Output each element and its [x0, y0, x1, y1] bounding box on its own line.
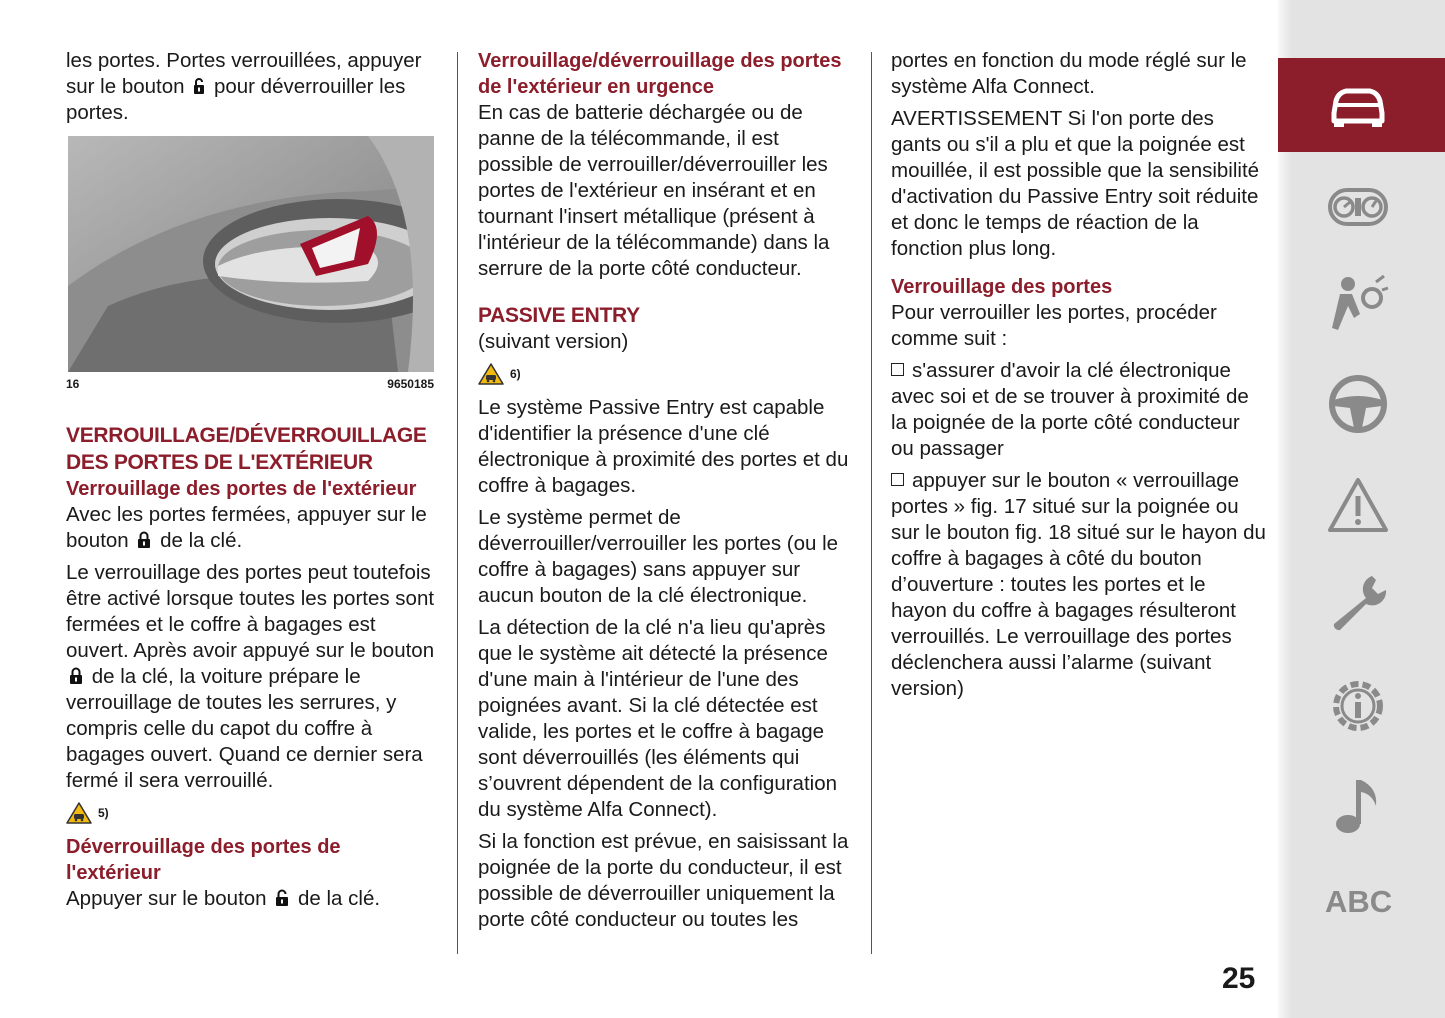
- dashboard-icon[interactable]: [1326, 176, 1390, 240]
- column-3: [891, 48, 1266, 708]
- door-handle-illustration: [68, 136, 434, 372]
- main-heading-exterior: VERROUILLAGE/DÉVERROUILLAGE DES PORTES DE L'EXTÉRIEUR: [66, 424, 427, 474]
- unlock-icon: [193, 77, 205, 95]
- warning-note: 5): [66, 800, 438, 826]
- airbag-icon[interactable]: [1326, 272, 1390, 336]
- paragraph: Le système Passive Entry est capable d'identifier la présence d'une clé électronique à proximité des portes et du coffre à bagages.: [478, 396, 849, 497]
- warning-note: 6): [478, 361, 853, 387]
- col1-intro: les portes. Portes verrouillées, appuyer sur le bouton pour déverrouiller les portes.: [66, 49, 422, 124]
- sub-heading-lock-exterior: Verrouillage des portes de l'extérieur: [66, 478, 417, 500]
- music-note-icon[interactable]: [1326, 774, 1390, 838]
- sidebar-abc-index[interactable]: ABC: [1325, 884, 1393, 919]
- sub-heading-emergency: Verrouillage/déverrouillage des portes de l'extérieur en urgence: [478, 50, 842, 98]
- steering-wheel-icon[interactable]: [1326, 372, 1390, 436]
- warning-icon[interactable]: [1326, 474, 1390, 538]
- paragraph: Le verrouillage des portes peut toutefois être activé lorsque toutes les portes sont fermées et le coffre à bagages est ouvert. Après avoir appuyé sur le bouton de la clé, la voiture prépare le verrouillage de toutes les serrures, y compris celle du capot du coffre à bagages ouvert. Quand ce dernier sera fermé il sera verrouillé.: [66, 561, 435, 792]
- figure-caption: 16 9650185: [66, 377, 434, 391]
- warning-paragraph: AVERTISSEMENT Si l'on porte des gants ou s'il a plu et que la poignée est mouillée, il est possible que la sensibilité d'activation du Passive Entry soit réduite et donc le temps de réaction de la fonction plus long.: [891, 107, 1260, 260]
- paragraph: portes en fonction du mode réglé sur le système Alfa Connect.: [891, 49, 1247, 98]
- list-item: appuyer sur le bouton « verrouillage portes » fig. 17 situé sur la poignée ou sur le bouton fig. 18 situé sur le hayon du coffre à bagages à côté du bouton d’ouverture : toutes les portes et le hayon du coffre à bagages résulteront verrouillés. Le verrouillage des portes déclenchera aussi l’alarme (suivant version): [891, 469, 1266, 700]
- warning-car-icon: [66, 802, 92, 824]
- paragraph: La détection de la clé n'a lieu qu'après que le système ait détecté la présence d'une main à l'intérieur de l'une des poignées avant. Si la clé détectée est valide, les portes et le coffre à bagage sont déverrouillés (les éléments qui s’ouvrent dépendent de la configuration du système Alfa Connect).: [478, 616, 838, 821]
- paragraph: Le système permet de déverrouiller/verrouiller les portes (ou le coffre à bagages) sans appuyer sur aucun bouton de la clé électronique.: [478, 506, 839, 607]
- checkbox-bullet-icon: [891, 363, 904, 376]
- lock-icon: [137, 531, 151, 549]
- sub-heading-lock-doors: Verrouillage des portes: [891, 276, 1113, 298]
- page-number: 25: [1222, 962, 1256, 995]
- paragraph: En cas de batterie déchargée ou de panne de la télécommande, il est possible de verrouiller/déverrouiller les portes de l'extérieur en insérant et en tournant l'insert métallique (présent à l'intérieur de la télécommande) dans la serrure de la porte côté conducteur.: [478, 101, 830, 280]
- list-item: s'assurer d'avoir la clé électronique avec soi et de se trouver à proximité de la poignée de la porte côté conducteur ou passager: [891, 359, 1249, 460]
- car-icon[interactable]: [1326, 73, 1390, 137]
- chapter-sidebar: [1278, 0, 1445, 1018]
- lock-icon: [69, 667, 83, 685]
- column-divider: [871, 52, 872, 954]
- unlock-icon: [275, 889, 289, 907]
- wrench-icon[interactable]: [1326, 572, 1390, 636]
- column-1: [66, 48, 438, 918]
- version-note: (suivant version): [478, 330, 629, 353]
- column-2: [478, 48, 853, 939]
- column-divider: [457, 52, 458, 954]
- warning-car-icon: [478, 363, 504, 385]
- checkbox-bullet-icon: [891, 473, 904, 486]
- paragraph: Appuyer sur le bouton de la clé.: [66, 887, 381, 910]
- paragraph: Si la fonction est prévue, en saisissant la poignée de la porte du conducteur, il est possible de déverrouiller uniquement la porte côté conducteur ou toutes les: [478, 830, 849, 931]
- door-handle-figure: [68, 136, 434, 372]
- info-gear-icon[interactable]: [1326, 674, 1390, 738]
- sub-heading-unlock-exterior: Déverrouillage des portes de l'extérieur: [66, 836, 341, 884]
- paragraph: Pour verrouiller les portes, procéder comme suit :: [891, 301, 1217, 350]
- paragraph: Avec les portes fermées, appuyer sur le bouton de la clé.: [66, 503, 427, 552]
- main-heading-passive-entry: PASSIVE ENTRY: [478, 304, 640, 327]
